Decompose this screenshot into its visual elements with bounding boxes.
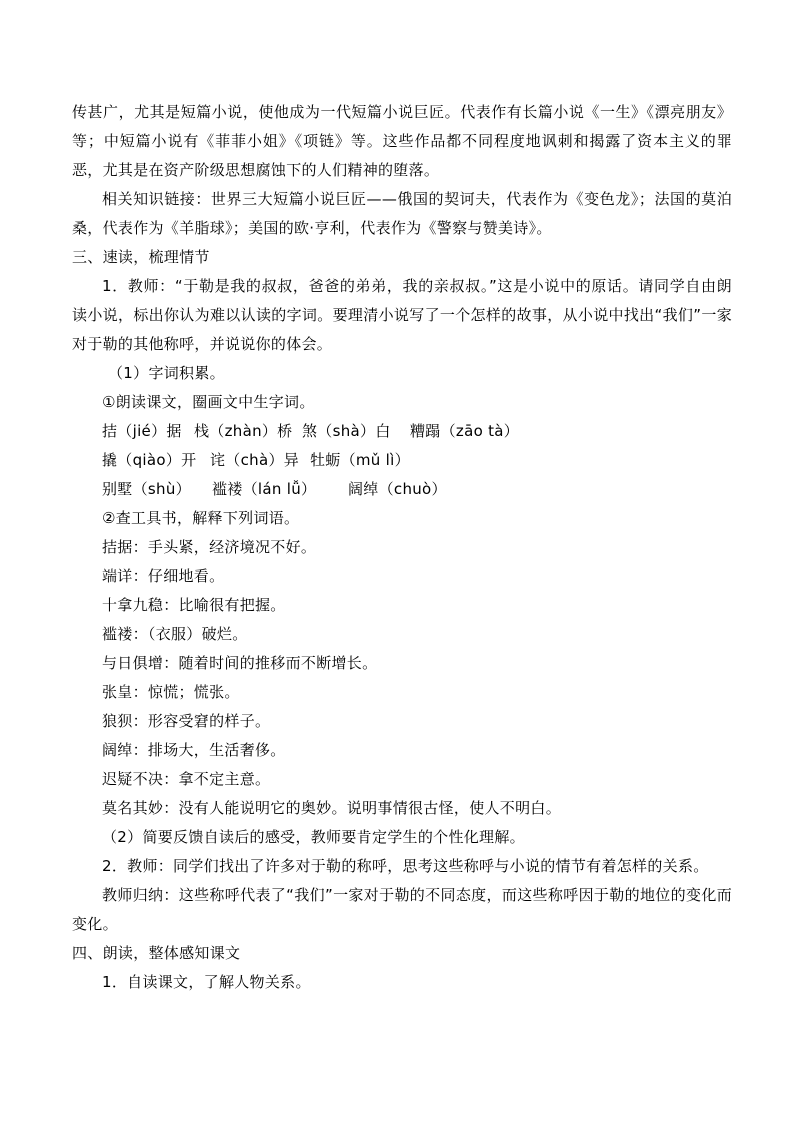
teacher-instruction-1: 1．教师：“于勒是我的叔叔，爸爸的弟弟，我的亲叔叔。”这是小说中的原话。请同学自由朗读小说，标出你认为难以认读的字词。要理清小说写了一个怎样的故事，从小说中找出“我们”一家对于勒的其他称呼，并说说你的体会。	[72, 277, 732, 353]
section-heading-3: 三、速读，梳理情节	[72, 248, 210, 266]
vocab-word: 栈（zhàn）桥	[194, 422, 293, 440]
definition-item: 张皇：惊慌；慌张。	[102, 683, 240, 701]
definition-item: 迟疑不决：拿不定主意。	[102, 770, 271, 788]
subsection-vocab-title: （1）字词积累。	[108, 364, 225, 382]
document-body	[72, 98, 732, 997]
vocab-word: 糟蹋（zāo tà）	[410, 422, 520, 440]
definition-item: 与日俱增：随着时间的推移而不断增长。	[102, 654, 378, 672]
vocab-word: 褴褛（lán lǚ）	[212, 480, 317, 498]
definition-item: 端详：仔细地看。	[102, 567, 225, 585]
section-4-item-1: 1．自读课文，了解人物关系。	[102, 973, 311, 991]
knowledge-link-paragraph: 相关知识链接：世界三大短篇小说巨匠——俄国的契诃夫，代表作为《变色龙》；法国的莫泊桑，代表作为《羊脂球》；美国的欧·亨利，代表作为《警察与赞美诗》。	[72, 190, 732, 237]
vocab-row-2	[72, 446, 732, 475]
vocab-step-1: ①朗读课文，圈画文中生字词。	[102, 393, 315, 411]
definition-item: 褴褛：（衣服）破烂。	[102, 625, 248, 643]
vocab-step-2: ②查工具书，解释下列词语。	[102, 509, 300, 527]
teacher-summary: 教师归纳：这些称呼代表了“我们”一家对于勒的不同态度，而这些称呼因于勒的地位的变化而变化。	[72, 886, 732, 933]
vocab-word: 诧（chà）异	[210, 451, 300, 469]
author-intro-paragraph: 传甚广，尤其是短篇小说，使他成为一代短篇小说巨匠。代表作有长篇小说《一生》《漂亮朋友》等；中短篇小说有《菲菲小姐》《项链》等。这些作品都不同程度地讽刺和揭露了资本主义的罪恶，尤其是在资产阶级思想腐蚀下的人们精神的堕落。	[72, 103, 732, 179]
vocab-row-3	[72, 475, 732, 504]
definition-list	[72, 533, 732, 823]
definition-item: 拮据：手头紧，经济境况不好。	[102, 538, 317, 556]
vocab-word: 牡蛎（mǔ lì）	[310, 451, 410, 469]
subsection-feedback: （2）简要反馈自读后的感受，教师要肯定学生的个性化理解。	[102, 828, 525, 846]
definition-item: 十拿九稳：比喻很有把握。	[102, 596, 286, 614]
vocab-word: 别墅（shù）	[102, 480, 191, 498]
definition-item: 莫名其妙：没有人能说明它的奥妙。说明事情很古怪，使人不明白。	[102, 799, 562, 817]
vocab-row-1	[72, 417, 732, 446]
vocab-word: 拮（jié）据	[102, 422, 182, 440]
definition-item: 狼狈：形容受窘的样子。	[102, 712, 271, 730]
vocab-word: 煞（shà）白	[302, 422, 391, 440]
section-heading-4: 四、朗读，整体感知课文	[72, 944, 241, 962]
definition-item: 阔绰：排场大，生活奢侈。	[102, 741, 286, 759]
vocab-word: 阔绰（chuò）	[348, 480, 447, 498]
teacher-instruction-2: 2．教师：同学们找出了许多对于勒的称呼，思考这些称呼与小说的情节有着怎样的关系。	[102, 857, 709, 875]
vocab-word: 撬（qiào）开	[102, 451, 197, 469]
